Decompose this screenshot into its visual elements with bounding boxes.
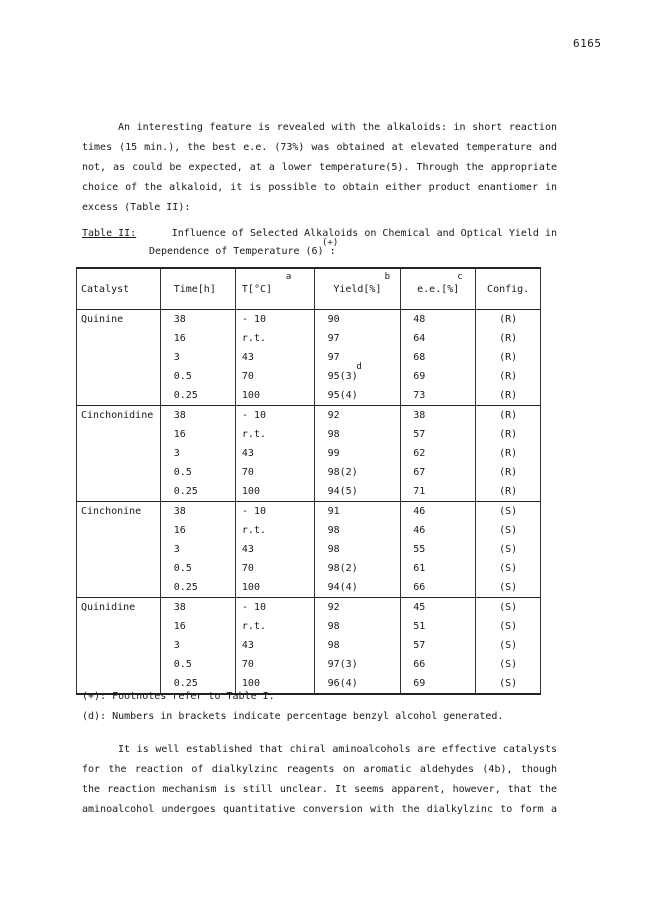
time-cell: 0.25 (160, 578, 235, 598)
ee-cell: 71 (401, 482, 476, 502)
col-header-yield (314, 268, 401, 310)
config-cell: (R) (476, 310, 541, 330)
config-cell: (R) (476, 386, 541, 406)
catalyst-cell (77, 540, 161, 559)
time-cell: 38 (160, 406, 235, 426)
catalyst-cell: Quinine (77, 310, 161, 330)
ee-cell: 51 (401, 617, 476, 636)
time-cell: 0.5 (160, 559, 235, 578)
time-cell: 0.5 (160, 367, 235, 386)
ee-cell: 66 (401, 578, 476, 598)
ee-cell: 46 (401, 521, 476, 540)
ee-cell: 45 (401, 598, 476, 618)
yield-cell: 98 (314, 521, 401, 540)
ee-cell: 46 (401, 502, 476, 522)
ee-cell: 66 (401, 655, 476, 674)
yield-cell: 98 (314, 636, 401, 655)
config-cell: (S) (476, 617, 541, 636)
intro-paragraph (82, 118, 557, 218)
temp-cell: 70 (235, 463, 314, 482)
table-row (77, 482, 541, 502)
time-cell: 16 (160, 425, 235, 444)
catalyst-cell (77, 425, 161, 444)
table-row (77, 444, 541, 463)
text-line: It is well established that chiral aminoalcohols are effective catalysts (118, 744, 557, 755)
time-cell: 0.5 (160, 655, 235, 674)
table-row (77, 559, 541, 578)
catalyst-cell (77, 482, 161, 502)
time-cell: 38 (160, 598, 235, 618)
table-footnotes (82, 687, 503, 727)
yield-cell: 90 (314, 310, 401, 330)
catalyst-cell (77, 521, 161, 540)
config-cell: (S) (476, 559, 541, 578)
time-cell: 38 (160, 502, 235, 522)
temp-cell: r.t. (235, 425, 314, 444)
table-row (77, 636, 541, 655)
config-cell: (S) (476, 578, 541, 598)
temp-cell: 100 (235, 482, 314, 502)
yield-cell: 92 (314, 598, 401, 618)
ee-cell: 38 (401, 406, 476, 426)
table-row (77, 540, 541, 559)
table-row (77, 598, 541, 618)
body-paragraph (82, 740, 557, 820)
col-header-temp-label: T[°C] (241, 283, 273, 295)
ee-cell: 68 (401, 348, 476, 367)
temp-cell: - 10 (235, 310, 314, 330)
yield-text: 95(3) (327, 371, 358, 382)
group-cinchonine (77, 502, 541, 598)
catalyst-cell (77, 578, 161, 598)
config-cell: (R) (476, 425, 541, 444)
config-cell: (R) (476, 348, 541, 367)
footnote-d: (d): Numbers in brackets indicate percentage benzyl alcohol generated. (82, 711, 504, 722)
config-cell: (S) (476, 521, 541, 540)
temp-cell: 43 (235, 444, 314, 463)
temp-cell: 100 (235, 578, 314, 598)
config-cell: (S) (476, 540, 541, 559)
time-cell: 0.25 (160, 674, 235, 694)
temp-cell: 100 (235, 386, 314, 406)
temp-cell: - 10 (235, 502, 314, 522)
catalyst-cell (77, 367, 161, 386)
yield-cell: 95(4) (314, 386, 401, 406)
ee-cell: 69 (401, 367, 476, 386)
config-cell: (S) (476, 655, 541, 674)
config-cell: (R) (476, 329, 541, 348)
col-header-temp (235, 268, 314, 310)
col-header-time: Time[h] (160, 268, 235, 310)
catalyst-cell (77, 463, 161, 482)
ee-cell: 61 (401, 559, 476, 578)
table-row (77, 655, 541, 674)
temp-cell: 43 (235, 636, 314, 655)
config-cell: (S) (476, 502, 541, 522)
time-cell: 16 (160, 329, 235, 348)
temp-cell: r.t. (235, 329, 314, 348)
time-cell: 16 (160, 617, 235, 636)
ee-cell: 69 (401, 674, 476, 694)
config-cell: (S) (476, 598, 541, 618)
time-cell: 3 (160, 540, 235, 559)
catalyst-cell (77, 559, 161, 578)
col-header-catalyst: Catalyst (77, 268, 161, 310)
ee-cell: 57 (401, 425, 476, 444)
caption-colon: : (329, 246, 336, 257)
config-cell: (R) (476, 482, 541, 502)
ee-cell: 57 (401, 636, 476, 655)
catalyst-cell (77, 386, 161, 406)
temp-cell: r.t. (235, 521, 314, 540)
footnote-mark: c (457, 272, 463, 282)
ee-cell: 67 (401, 463, 476, 482)
text-line: choice of the alkaloid, it is possible to obtain either product enantiomer in (82, 182, 557, 193)
table-row (77, 386, 541, 406)
temp-cell: 43 (235, 540, 314, 559)
col-header-config: Config. (476, 268, 541, 310)
catalyst-cell (77, 444, 161, 463)
table-row (77, 617, 541, 636)
ee-cell: 62 (401, 444, 476, 463)
yield-cell: 92 (314, 406, 401, 426)
catalyst-cell: Cinchonine (77, 502, 161, 522)
catalyst-cell (77, 329, 161, 348)
temp-cell: - 10 (235, 406, 314, 426)
table-row (77, 348, 541, 367)
table-row (77, 406, 541, 426)
temp-cell: 70 (235, 559, 314, 578)
time-cell: 3 (160, 444, 235, 463)
text-line: not, as could be expected, at a lower temperature(5). Through the appropriate (82, 162, 557, 173)
col-header-ee (401, 268, 476, 310)
page-number: 6165 (573, 37, 602, 50)
caption-superscript: (+) (322, 238, 339, 248)
temp-cell: 43 (235, 348, 314, 367)
yield-cell: 98 (314, 617, 401, 636)
table-row (77, 521, 541, 540)
config-cell: (R) (476, 463, 541, 482)
ee-cell: 55 (401, 540, 476, 559)
yield-cell: 98(2) (314, 559, 401, 578)
catalyst-cell: Cinchonidine (77, 406, 161, 426)
ee-cell: 64 (401, 329, 476, 348)
temp-cell: r.t. (235, 617, 314, 636)
yield-cell: 94(4) (314, 578, 401, 598)
group-quinidine (77, 598, 541, 695)
table-row (77, 367, 541, 386)
yield-cell (314, 362, 401, 386)
temp-cell: - 10 (235, 598, 314, 618)
yield-cell: 98 (314, 540, 401, 559)
temp-cell: 70 (235, 367, 314, 386)
catalyst-cell (77, 655, 161, 674)
yield-cell: 98 (314, 425, 401, 444)
time-cell: 0.25 (160, 482, 235, 502)
catalyst-cell (77, 636, 161, 655)
ee-cell: 73 (401, 386, 476, 406)
time-cell: 16 (160, 521, 235, 540)
catalyst-cell (77, 348, 161, 367)
footnote-mark: d (356, 362, 362, 372)
config-cell: (S) (476, 636, 541, 655)
temp-cell: 70 (235, 655, 314, 674)
table-row (77, 329, 541, 348)
time-cell: 0.5 (160, 463, 235, 482)
yield-cell: 97 (314, 329, 401, 348)
table-row (77, 502, 541, 522)
caption-line-1: Influence of Selected Alkaloids on Chemical and Optical Yield in (171, 228, 557, 239)
yield-cell: 97 (314, 348, 401, 367)
group-cinchonidine (77, 406, 541, 502)
header-row (77, 268, 541, 310)
table-label: Table II: (82, 228, 137, 239)
results-table (76, 267, 541, 695)
footnote-plus: (+): Footnotes refer to Table I. (82, 691, 275, 702)
text-line: times (15 min.), the best e.e. (73%) was obtained at elevated temperature and (82, 142, 557, 153)
footnote-mark: a (285, 272, 292, 282)
col-header-yield-label: Yield[%] (333, 283, 382, 295)
text-line: for the reaction of dialkylzinc reagents on aromatic aldehydes (4b), though (82, 764, 557, 775)
ee-cell: 48 (401, 310, 476, 330)
yield-cell: 99 (314, 444, 401, 463)
time-cell: 0.25 (160, 386, 235, 406)
time-cell: 38 (160, 310, 235, 330)
config-cell: (R) (476, 367, 541, 386)
table-row (77, 463, 541, 482)
temp-cell: 100 (235, 674, 314, 694)
table-caption (82, 225, 557, 261)
col-header-ee-label: e.e.[%] (417, 283, 460, 295)
yield-cell: 98(2) (314, 463, 401, 482)
catalyst-cell: Quinidine (77, 598, 161, 618)
config-cell: (R) (476, 406, 541, 426)
config-cell: (R) (476, 444, 541, 463)
caption-line-2: Dependence of Temperature (6) (149, 246, 324, 257)
yield-value (327, 362, 362, 382)
text-line: aminoalcohol undergoes quantitative conversion with the dialkylzinc to form a (82, 804, 557, 815)
time-cell: 3 (160, 348, 235, 367)
table-row (77, 578, 541, 598)
config-cell: (S) (476, 674, 541, 694)
yield-cell: 96(4) (314, 674, 401, 694)
yield-cell: 91 (314, 502, 401, 522)
text-line: excess (Table II): (82, 202, 191, 213)
time-cell: 3 (160, 636, 235, 655)
table-row (77, 425, 541, 444)
yield-cell: 94(5) (314, 482, 401, 502)
text-line: An interesting feature is revealed with the alkaloids: in short reaction (118, 122, 557, 133)
catalyst-cell (77, 617, 161, 636)
text-line: the reaction mechanism is still unclear. It seems apparent, however, that the (82, 784, 557, 795)
group-quinine (77, 310, 541, 406)
table-row (77, 310, 541, 330)
yield-cell: 97(3) (314, 655, 401, 674)
footnote-mark: b (384, 272, 391, 282)
